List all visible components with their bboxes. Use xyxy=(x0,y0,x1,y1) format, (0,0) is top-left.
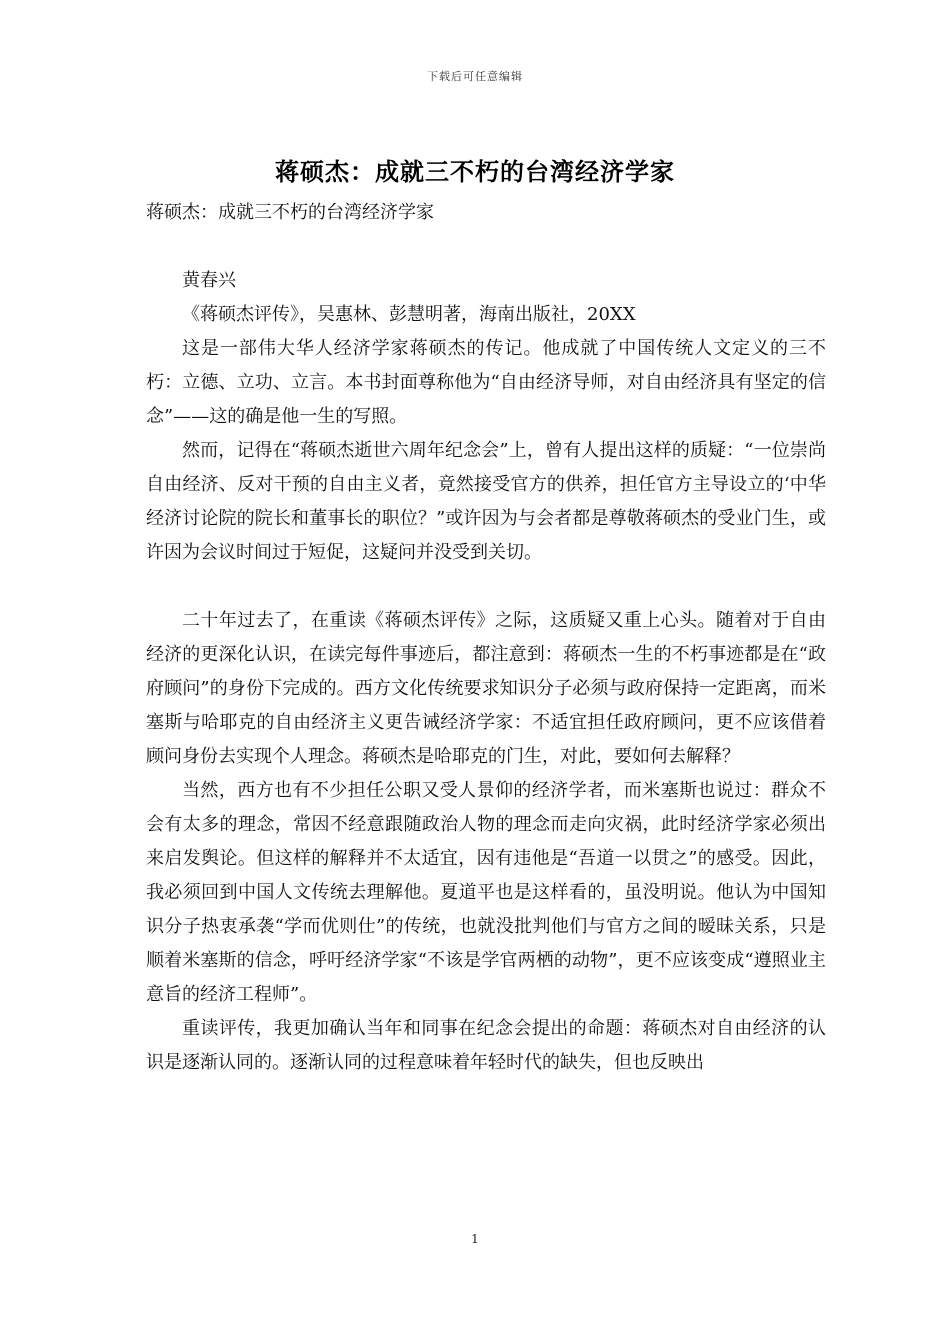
paragraph: 重读评传，我更加确认当年和同事在纪念会提出的命题：蒋硕杰对自由经济的认识是逐渐认同的。逐渐认同的过程意味着年轻时代的缺失，但也反映出 xyxy=(146,1018,826,1073)
blank-line xyxy=(146,230,826,264)
author-line: 黄春兴 xyxy=(182,270,236,291)
subtitle-line: 蒋硕杰：成就三不朽的台湾经济学家 xyxy=(146,202,434,223)
page-number: 1 xyxy=(471,1232,479,1246)
document-body xyxy=(146,196,826,1080)
book-reference: 《蒋硕杰评传》，吴惠林、彭慧明著，海南出版社，20XX xyxy=(182,304,636,325)
paragraph: 这是一部伟大华人经济学家蒋硕杰的传记。他成就了中国传统人文定义的三不朽：立德、立功、立言。本书封面尊称他为“自由经济导师，对自由经济具有坚定的信念”——这的确是他一生的写照。 xyxy=(146,338,826,427)
document-title: 蒋硕杰：成就三不朽的台湾经济学家 xyxy=(275,158,675,186)
paragraph: 二十年过去了，在重读《蒋硕杰评传》之际，这质疑又重上心头。随着对于自由经济的更深化认识，在读完每件事迹后，都注意到：蒋硕杰一生的不朽事迹都是在“政府顾问”的身份下完成的。西方文化传统要求知识分子必须与政府保持一定距离，而米塞斯与哈耶克的自由经济主义更告诫经济学家：不适宜担任政府顾问，更不应该借着顾问身份去实现个人理念。蒋硕杰是哈耶克的门生，对此，要如何去解释？ xyxy=(146,610,826,767)
paragraph: 然而，记得在“蒋硕杰逝世六周年纪念会”上，曾有人提出这样的质疑：“一位崇尚自由经济、反对干预的自由主义者，竟然接受官方的供养，担任官方主导设立的‘中华经济讨论院的院长和董事长的职位？”或许因为与会者都是尊敬蒋硕杰的受业门生，或许因为会议时间过于短促，这疑问并没受到关切。 xyxy=(146,440,826,563)
header-note: 下载后可任意编辑 xyxy=(427,70,523,83)
paragraph: 当然，西方也有不少担任公职又受人景仰的经济学者，而米塞斯也说过：群众不会有太多的理念，常因不经意跟随政治人物的理念而走向灾祸，此时经济学家必须出来启发舆论。但这样的解释并不太适宜，因有违他是“吾道一以贯之”的感受。因此，我必须回到中国人文传统去理解他。夏道平也是这样看的，虽没明说。他认为中国知识分子热衷承袭“学而优则仕”的传统，也就没批判他们与官方之间的暧昧关系，只是顺着米塞斯的信念，呼吁经济学家“不该是学官两栖的动物”，更不应该变成“遵照业主意旨的经济工程师”。 xyxy=(146,780,826,1005)
